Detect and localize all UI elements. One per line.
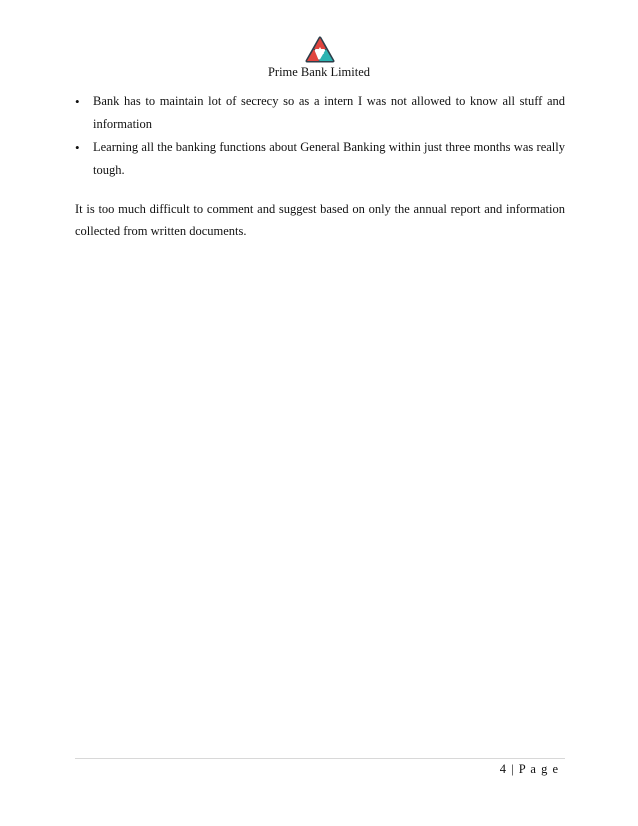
body-paragraph: It is too much difficult to comment and suggest based on only the annual report and information collected from written documents. (75, 202, 565, 238)
prime-bank-logo (305, 36, 335, 63)
bullet-list (75, 90, 565, 182)
list-item (75, 136, 565, 182)
footer-divider (75, 758, 565, 759)
bullet-text: Bank has to maintain lot of secrecy so as a intern I was not allowed to know all stuff and information (93, 94, 565, 131)
bullet-text: Learning all the banking functions about General Banking within just three months was really tough. (93, 140, 565, 177)
bullet-icon: • (75, 94, 80, 109)
bullet-icon: • (75, 140, 80, 155)
list-item (75, 90, 565, 136)
page-number: 4 | P a g e (499, 762, 559, 776)
header-title: Prime Bank Limited (267, 65, 371, 79)
